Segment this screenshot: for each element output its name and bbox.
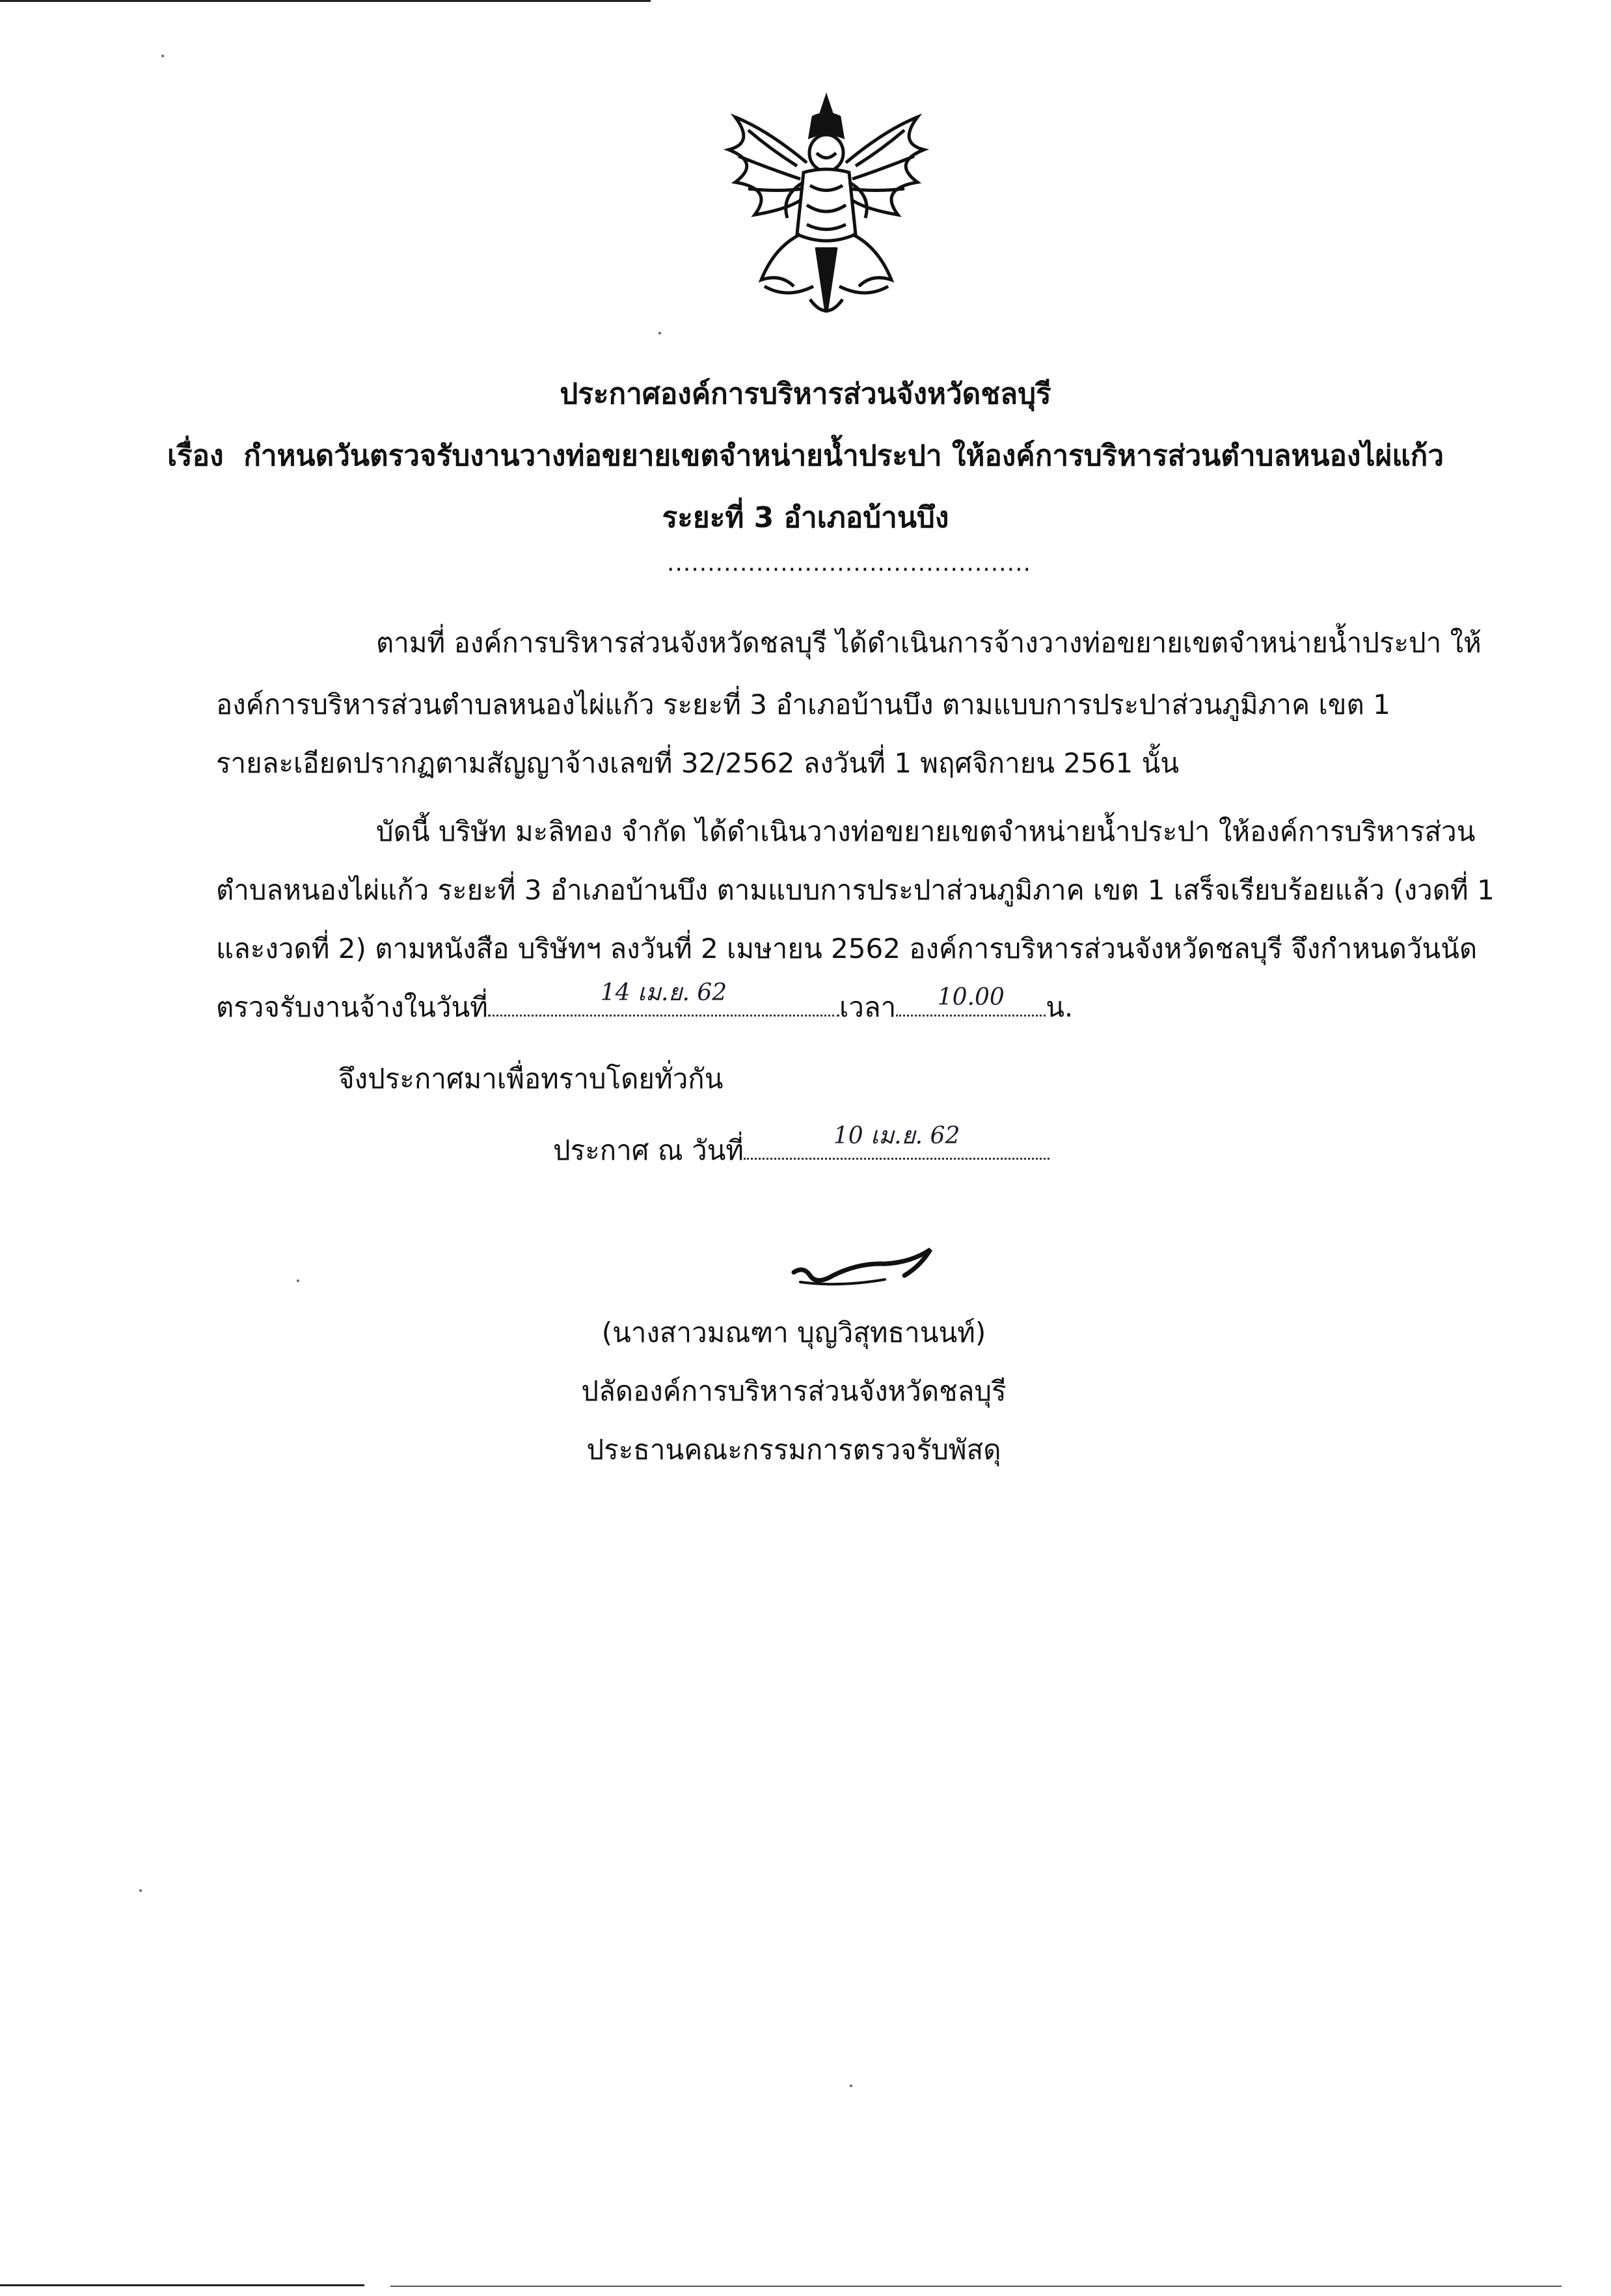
- inspection-date-handwritten: 14 เม.ย. 62: [600, 979, 727, 1006]
- scan-speck: [658, 332, 661, 335]
- time-suffix: น.: [1046, 991, 1074, 1023]
- announcement-subject: [0, 433, 1611, 478]
- announcement-title: ประกาศองค์การบริหารส่วนจังหวัดชลบุรี: [560, 377, 1051, 411]
- scan-edge-bottom: [0, 2284, 364, 2286]
- announce-date-handwritten: 10 เม.ย. 62: [833, 1123, 960, 1149]
- inspection-time-field: [896, 984, 1046, 1017]
- scan-edge-top: [0, 0, 651, 2]
- time-label: เวลา: [839, 991, 897, 1023]
- paragraph-1-line-2: องค์การบริหารส่วนตำบลหนองไผ่แก้ว ระยะที่ 3 อำเภอบ้านบึง ตามแบบการประปาส่วนภูมิภาค เขต 1: [216, 689, 1390, 720]
- scan-speck: [297, 1279, 299, 1282]
- paragraph-2-line-2: ตำบลหนองไผ่แก้ว ระยะที่ 3 อำเภอบ้านบึง ตามแบบการประปาส่วนภูมิภาค เขต 1 เสร็จเรียบร้อยแล้ว (งวดที่ 1: [216, 874, 1495, 906]
- paragraph-2-line-4: [216, 979, 1074, 1029]
- paragraph-1-line-3: รายละเอียดปรากฏตามสัญญาจ้างเลขที่ 32/2562 ลงวันที่ 1 พฤศจิกายน 2561 นั้น: [216, 747, 1180, 779]
- signatory-position-2: ประธานคณะกรรมการตรวจรับพัสดุ: [586, 1434, 1001, 1466]
- paragraph-1-line-1: ตามที่ องค์การบริหารส่วนจังหวัดชลบุรี ได้ดำเนินการจ้างวางท่อขยายเขตจำหน่ายน้ำประปา ให้: [376, 627, 1482, 659]
- closing-statement: จึงประกาศมาเพื่อทราบโดยทั่วกัน: [338, 1063, 724, 1095]
- announce-date-line: [553, 1123, 1049, 1172]
- paragraph-2-line-1: บัดนี้ บริษัท มะลิทอง จำกัด ได้ดำเนินวางท่อขยายเขตจำหน่ายน้ำประปา ให้องค์การบริหารส่วน: [376, 815, 1476, 847]
- inspection-date-field: [488, 979, 839, 1017]
- garuda-emblem-icon: [709, 91, 943, 332]
- announce-date-field: [744, 1123, 1049, 1160]
- subject-line-2: ระยะที่ 3 อำเภอบ้านบึง: [662, 501, 949, 534]
- signatory-name: (นางสาวมณฑา บุญวิสุทธานนท์): [601, 1317, 986, 1348]
- header-separator: .............................................: [667, 550, 1031, 577]
- scan-speck: [139, 1889, 142, 1892]
- signatory-position-1: ปลัดองค์การบริหารส่วนจังหวัดชลบุรี: [581, 1375, 1007, 1407]
- subject-line-1: กำหนดวันตรวจรับงานวางท่อขยายเขตจำหน่ายน้ำประปา ให้องค์การบริหารส่วนตำบลหนองไผ่แก้ว: [243, 439, 1444, 472]
- inspection-time-handwritten: 10.00: [937, 984, 1005, 1011]
- scan-speck: [850, 2084, 852, 2087]
- scan-edge-bottom-2: [390, 2286, 1562, 2287]
- announce-prefix: ประกาศ ณ วันที่: [553, 1134, 744, 1166]
- scan-speck: [161, 55, 164, 57]
- paragraph-2-line-3: และงวดที่ 2) ตามหนังสือ บริษัทฯ ลงวันที่ 2 เมษายน 2562 องค์การบริหารส่วนจังหวัดชลบุรี จึงกำหนดวันนัด: [216, 933, 1478, 964]
- subject-label: เรื่อง: [167, 439, 224, 472]
- inspection-prefix: ตรวจรับงานจ้างในวันที่: [216, 991, 488, 1023]
- handwritten-signature: [787, 1237, 943, 1295]
